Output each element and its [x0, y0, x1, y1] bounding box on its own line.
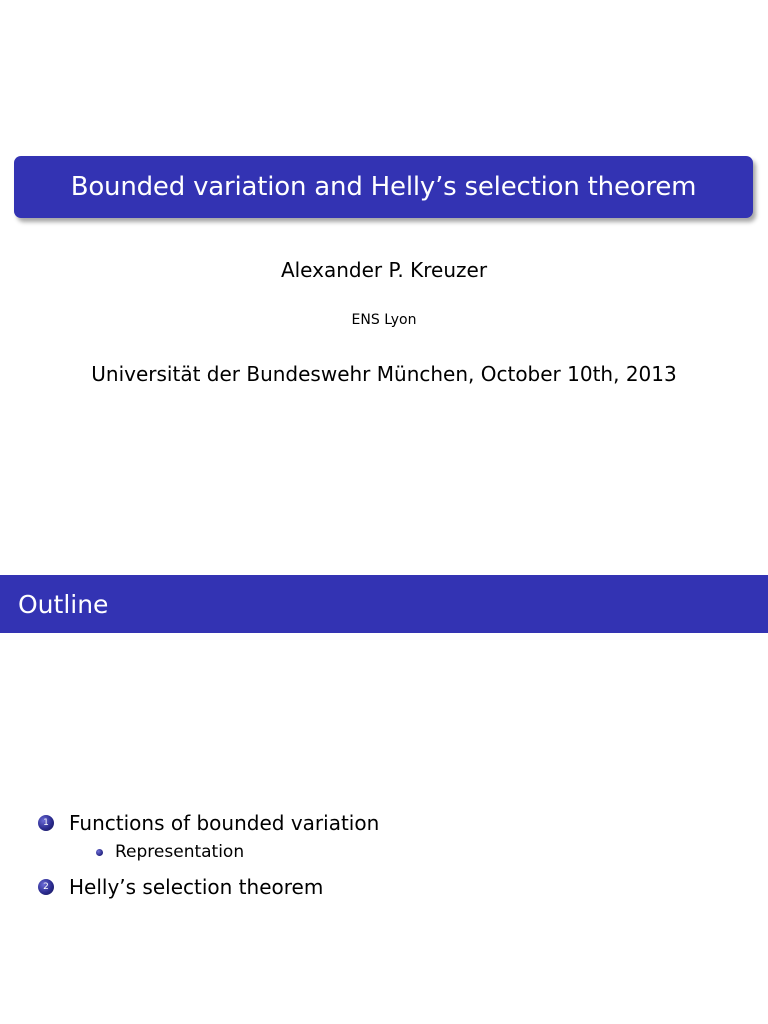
bullet-icon	[96, 849, 103, 856]
toc-item-label: Helly’s selection theorem	[69, 875, 324, 899]
outline-heading: Outline	[18, 589, 109, 619]
toc-item[interactable]	[38, 808, 738, 838]
venue-date: Universität der Bundeswehr München, October 10th, 2013	[91, 362, 677, 386]
section-number-badge: 2	[38, 879, 54, 895]
section-number-badge: 1	[38, 815, 54, 831]
outline-header-bar	[0, 575, 768, 633]
institute: ENS Lyon	[351, 312, 417, 328]
toc-subitem-label: Representation	[115, 842, 245, 862]
presentation-title: Bounded variation and Helly’s selection theorem	[70, 172, 697, 202]
toc-item-label: Functions of bounded variation	[69, 811, 380, 835]
author-name: Alexander P. Kreuzer	[280, 258, 488, 282]
title-banner	[14, 156, 753, 218]
table-of-contents	[38, 808, 738, 902]
toc-item[interactable]	[38, 872, 738, 902]
toc-subitem[interactable]	[96, 838, 738, 866]
